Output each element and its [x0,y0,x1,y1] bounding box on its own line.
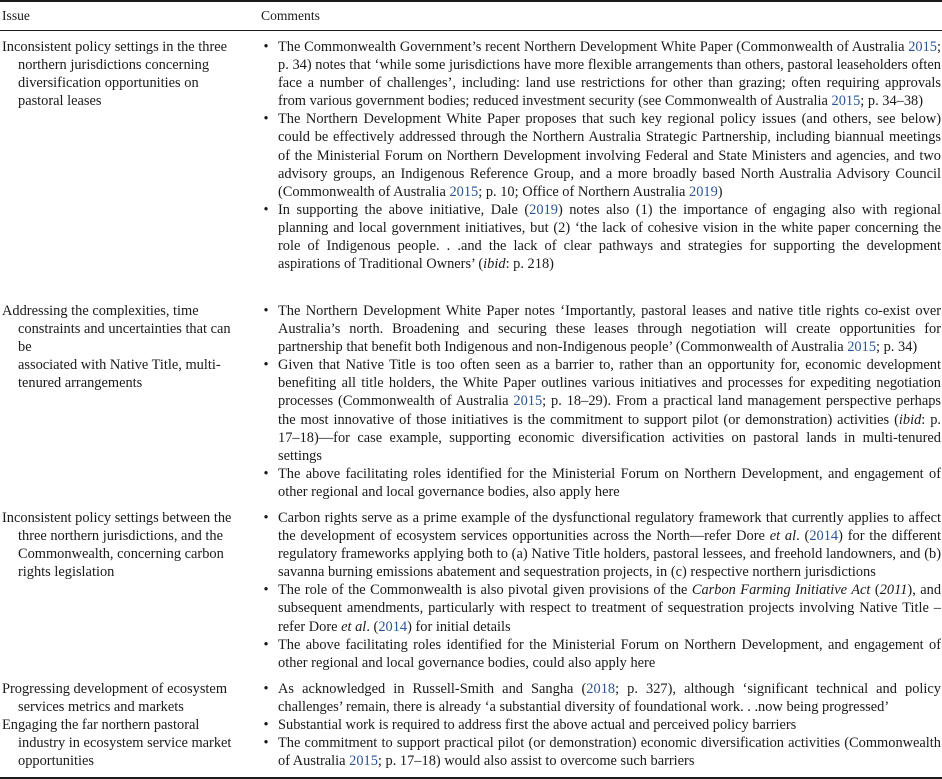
comment-text: ; p. 34) notes that ‘while some jurisdictions have more flexible arrangements than others, pastoral leaseholders often face a number of challenges’, including: land use restrictions for other than grazing; often requiring approvals from various government bodies; reduced investment security (see Commonwealth of Australia [278,39,941,110]
comment-text: The role of the Commonwealth is also pivotal given provisions of the [278,582,692,599]
comment-text: : p. 17–18)—for case example, supporting economic diversification activities on pastoral lands in multi-tenured settings [278,411,941,464]
bullet-marker: • [263,39,269,55]
issue-text-line: rights legislation [18,564,115,581]
citation-year-link[interactable]: 2015 [831,93,861,110]
citation-year-link[interactable]: 2015 [349,753,378,770]
comments-cell [261,38,941,273]
comment-text: . ( [366,618,379,635]
comments-cell [261,716,941,770]
bullet-marker: • [263,510,269,526]
comment-text: ; p. 34) [876,339,918,356]
table-top-rule [0,0,942,2]
citation-year-link[interactable]: 2015 [513,393,543,410]
comment-text: ; p. 10; Office of Northern Australia [478,183,689,200]
comment-text: ), and subsequent amendments, particularly with respect to treatment of sequestration projects involving Native Title – refer Dore [278,582,942,635]
comment-bullet [261,636,941,672]
bullet-marker: • [263,681,269,697]
comment-text: The Northern Development White Paper proposes that such key regional policy issues (and others, see below) could be effectively addressed through the Northern Australia Strategic Partnership, including biannual meetings of the Ministerial Forum on Northern Development involving Federal and State Ministers and agencies, and two advisory groups, an Indigenous Reference Group, and a more broadly based North Australia Advisory Council (Commonwealth of Australia [278,111,941,200]
citation-year-link[interactable]: 2019 [529,201,558,218]
issue-text-line: pastoral leases [18,93,102,110]
italic-text: et al [341,618,367,635]
issue-text-line: Progressing development of ecosystem [2,681,228,697]
comment-text: ; p. 17–18) would also assist to overcome such barriers [377,753,695,770]
comment-bullet [261,509,941,581]
issue-cell [2,716,247,770]
citation-year-link[interactable]: 2019 [689,183,718,200]
bullet-marker: • [263,303,269,319]
comment-bullet [261,110,941,200]
comment-bullet [261,581,941,635]
italic-text: ibid [483,256,506,273]
comment-text: The Commonwealth Government’s recent Northern Development White Paper (Commonwealth of Australia [278,39,909,55]
issue-text-line: Commonwealth, concerning carbon [18,546,224,563]
comment-bullet [261,302,941,356]
issue-text-line: diversification opportunities on [18,75,199,92]
comments-cell [261,509,941,672]
comment-text: ( [870,582,880,599]
issue-text-line: Inconsistent policy settings between the [2,510,232,526]
comment-text: The above facilitating roles identified for the Ministerial Forum on Northern Development, and engagement of other regional and local governance bodies, also apply here [278,465,941,500]
bullet-marker: • [263,636,269,653]
citation-year-link[interactable]: 2015 [449,183,479,200]
italic-text: Carbon Farming Initiative Act [691,582,871,599]
comment-text: The above facilitating roles identified for the Ministerial Forum on Northern Development, and engagement of other regional and local governance bodies, could also apply here [278,636,941,671]
comment-text: ) for initial details [407,618,511,635]
comment-text: ; p. 34–38) [860,93,924,110]
comment-text: The Northern Development White Paper notes ‘Importantly, pastoral leases and native title rights co-exist over Australia’s north. Broadening and securing these leases through negotiation will create opportunities for partnership that benefit both Indigenous and non-Indigenous people’ (Commonwealth of Australia [278,303,941,356]
comment-bullet [261,716,941,734]
comment-bullet [261,38,941,110]
issue-text-line: associated with Native Title, multi- [18,357,221,374]
issue-text-line: industry in ecosystem service market [18,735,232,752]
citation-year-link[interactable]: 2014 [809,528,839,545]
bullet-marker: • [263,465,269,482]
bullet-marker: • [263,735,269,752]
citation-year-link[interactable]: 2014 [378,618,408,635]
comment-bullet [261,356,941,465]
comment-text: : p. 218) [505,256,554,273]
column-header-issue: Issue [2,8,30,23]
header-rule [0,30,942,31]
issue-text-line: three northern jurisdictions, and the [18,528,224,545]
issue-text-line: Engaging the far northern pastoral [2,717,200,733]
bullet-marker: • [263,111,269,128]
comment-text: ; p. 327), although ‘significant technical and policy challenges’ remain, there is already ‘a substantial diversity of foundational work. . .now being progressed’ [278,681,941,716]
comment-text: . ( [796,528,810,545]
issue-cell [2,509,247,581]
citation-year-link[interactable]: 2015 [908,39,937,55]
comment-text: ) [717,183,723,200]
issue-text-line: Inconsistent policy settings in the three [2,39,228,55]
bullet-marker: • [263,357,269,374]
issue-text-line: tenured arrangements [18,375,143,392]
issue-cell [2,302,247,392]
comment-text: Carbon rights serve as a prime example of the dysfunctional regulatory framework that currently applies to affect the development of ecosystem services opportunities across the North—refer Dore [278,510,941,545]
bullet-marker: • [263,201,269,218]
bullet-marker: • [263,582,269,599]
comment-text: ) for the different regulatory frameworks applying both to (a) Native Title holders, pastoral lessees, and freehold landowners, and (b) savanna burning emissions abatement and sequestration projects, in (c) respective northern jurisdictions [278,528,941,581]
issue-text-line: services metrics and markets [18,699,184,716]
comment-text: In supporting the above initiative, Dale ( [278,201,530,218]
comment-bullet [261,734,941,770]
comment-text: The commitment to support practical pilot (or demonstration) economic diversification activities (Commonwealth of Australia [278,735,941,770]
comment-text: As acknowledged in Russell-Smith and Sangha ( [278,681,587,697]
bullet-marker: • [263,717,269,733]
citation-year-link[interactable]: 2018 [586,681,616,697]
issue-cell [2,680,247,716]
comment-text: Given that Native Title is too often seen as a barrier to, rather than an opportunity for, economic development benefiting all title holders, the White Paper outlines various initiatives and processes for expediting negotiation processes (Commonwealth of Australia [278,357,941,410]
comment-text: ; p. 18–29). From a practical land management perspective perhaps the most innovative of those initiatives is the commitment to support pilot (or demonstration) activities ( [278,393,941,428]
issue-text-line: northern jurisdictions concerning [18,57,210,74]
issue-text-line: opportunities [18,753,94,770]
italic-text: ibid [898,411,922,428]
citation-year-link[interactable]: 2015 [847,339,877,356]
comment-text: ) notes also (1) the importance of engaging also with regional planning and local government initiatives, but (2) ‘the lack of cohesive vision in the white paper concerning the role of Indigenous people. . .and the lack of clear pathways and strategies for supporting the development aspirations of Traditional Owners’ ( [278,201,941,273]
issue-cell [2,38,247,110]
comment-bullet [261,465,941,501]
comment-text: Substantial work is required to address first the above actual and perceived policy barriers [278,717,797,733]
comment-bullet [261,201,941,273]
italic-text: et al [769,528,797,545]
issue-text-line: constraints and uncertainties that can be [18,321,231,356]
comments-cell [261,302,941,501]
italic-text: 2011 [879,582,908,599]
column-header-comments: Comments [261,8,320,23]
comments-cell [261,680,941,716]
comment-bullet [261,680,941,716]
issue-text-line: Addressing the complexities, time [2,303,199,319]
